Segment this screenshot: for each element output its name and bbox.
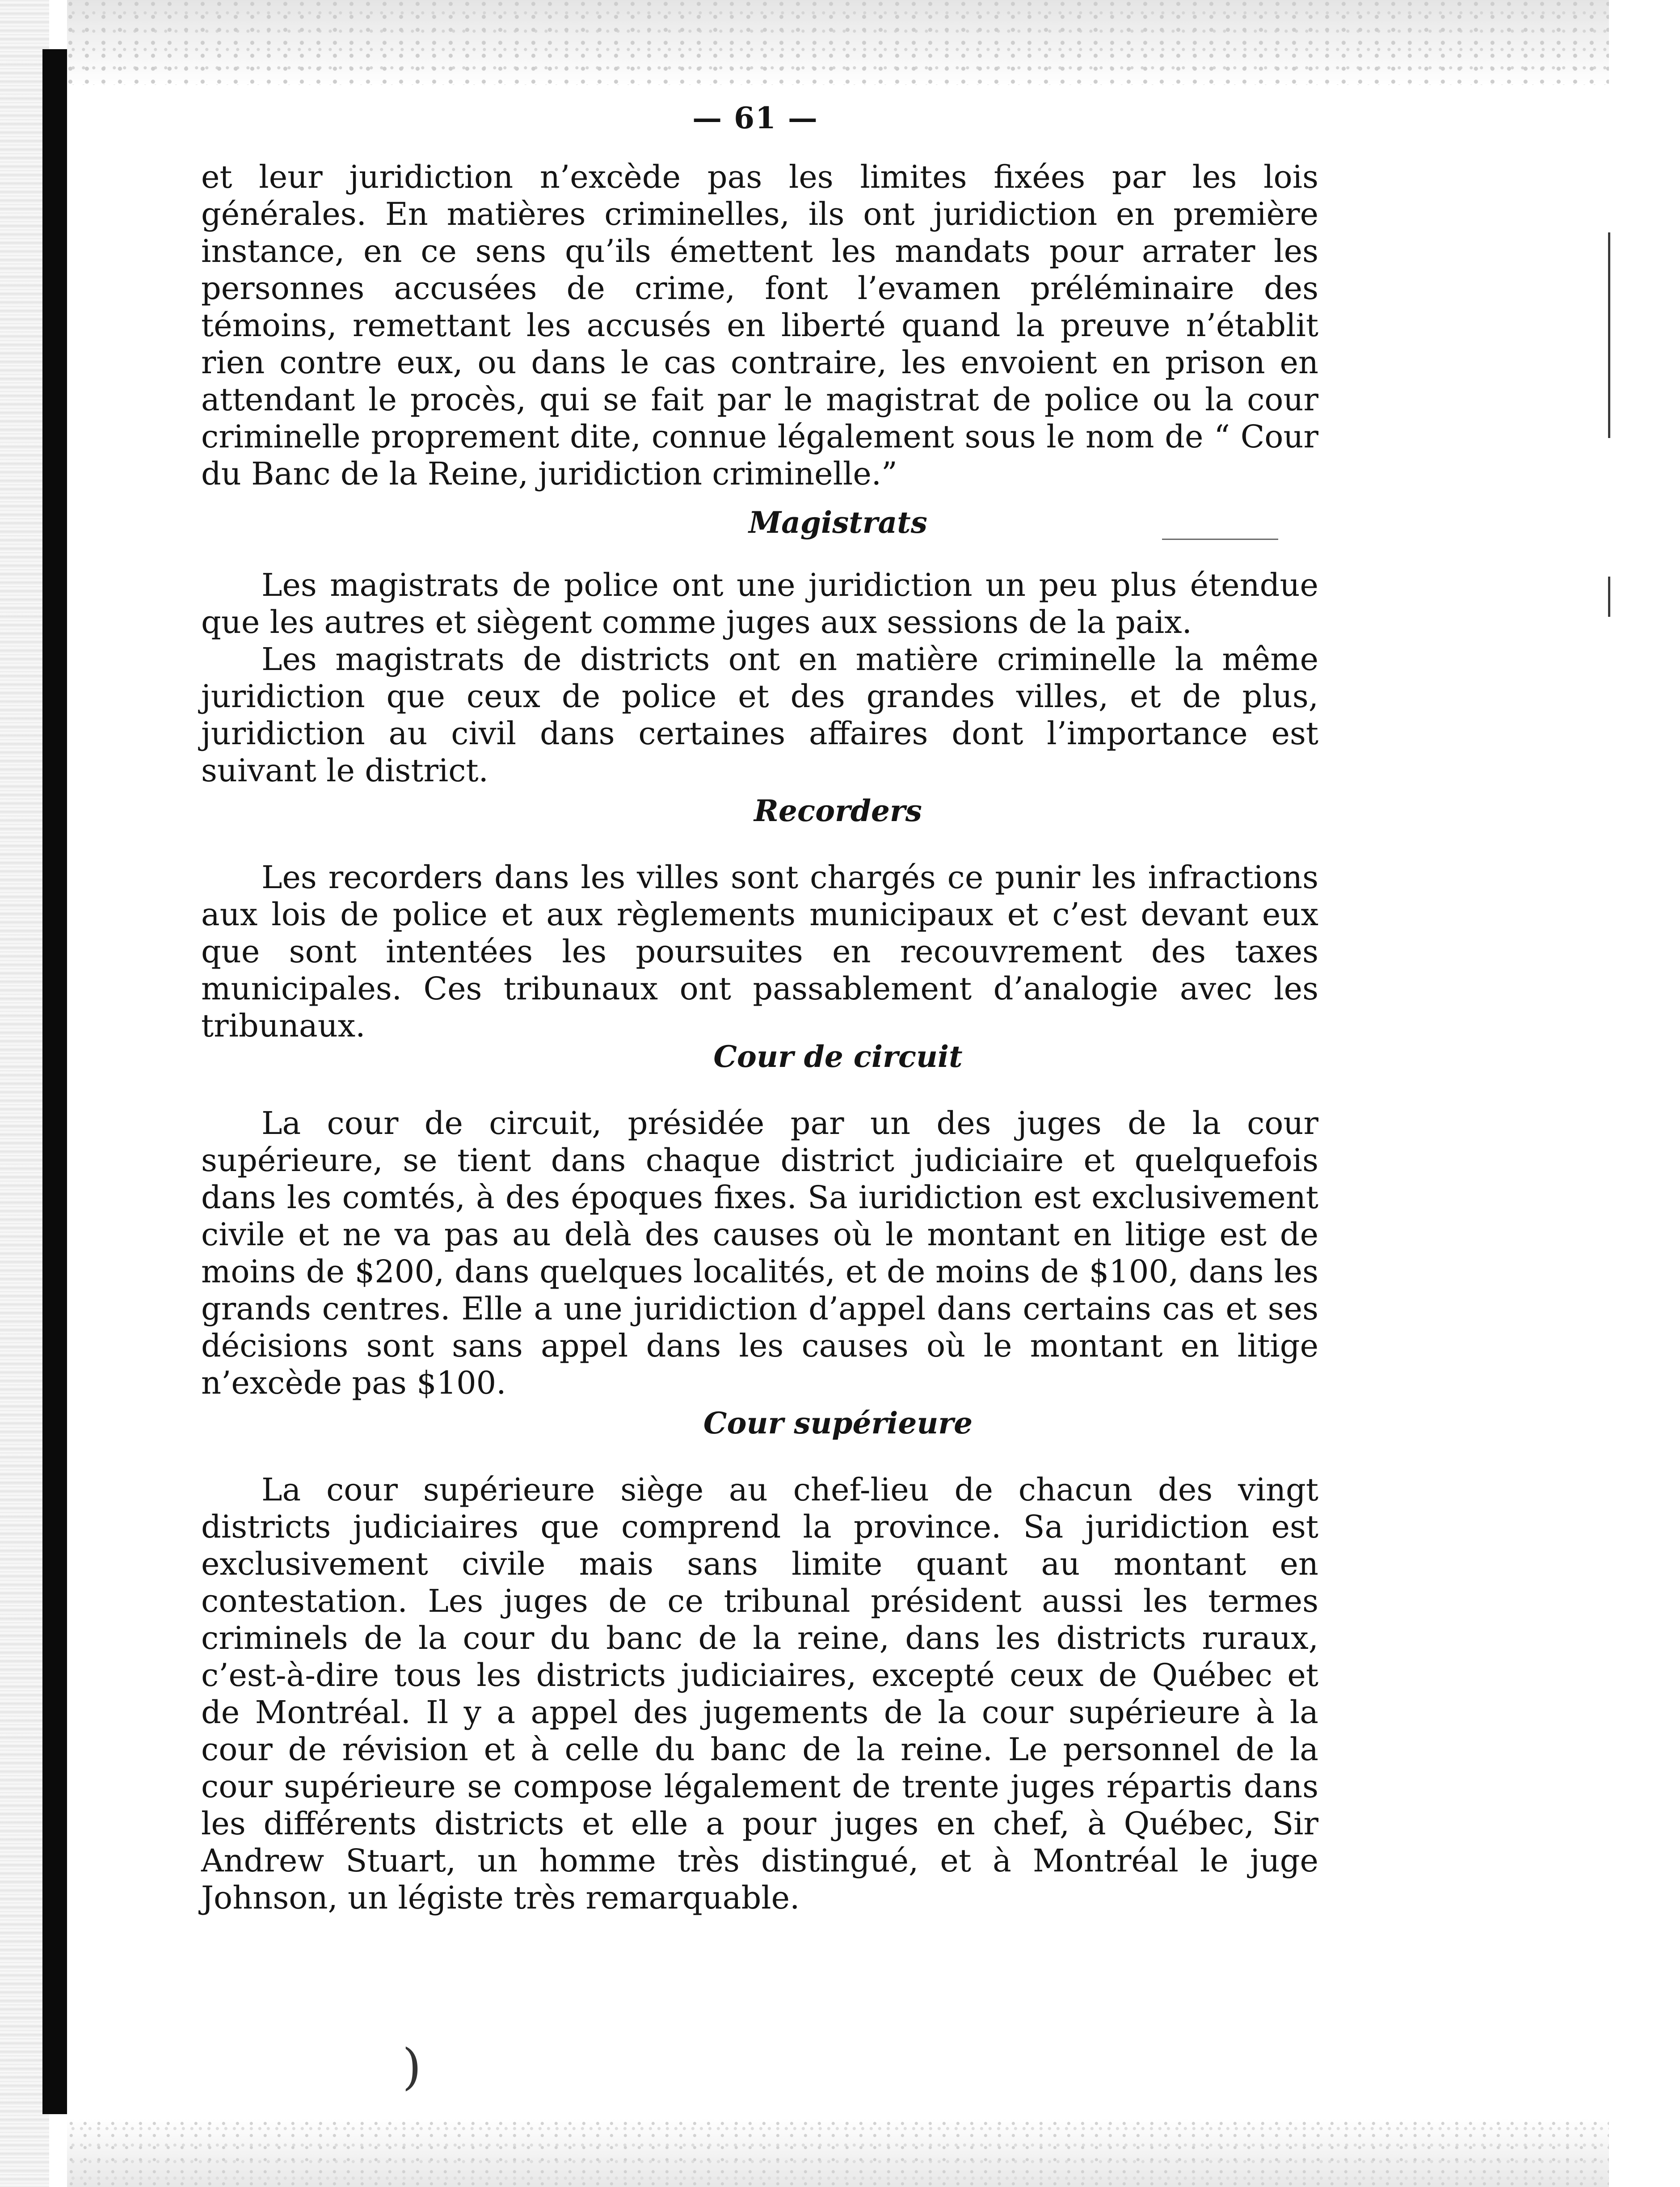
heading-recorders: Recorders	[754, 793, 922, 828]
binding-shadow	[0, 0, 49, 2187]
margin-tick	[1608, 577, 1610, 617]
stray-mark: )	[402, 2038, 421, 2095]
paragraph-4: Les recorders dans les villes sont chargés ce punir les infractions aux lois de police et aux règlements municipaux et c’est devant eux que sont intentées les poursuites en recouvrement des taxes municipales. Ces tribunaux ont passablement d’analogie avec les tribunaux.	[201, 859, 1318, 1044]
paragraph-3: Les magistrats de districts ont en matière criminelle la même juridiction que ceux de police et des grandes villes, et de plus, juridiction au civil dans certaines affaires dont l’importance est suivant le district.	[201, 641, 1318, 789]
paragraph-2: Les magistrats de police ont une juridiction un peu plus étendue que les autres et siègent comme juges aux sessions de la paix.	[201, 567, 1318, 641]
decorative-dash	[1162, 539, 1278, 540]
binding-edge	[42, 49, 67, 2114]
paragraph-5: La cour de circuit, présidée par un des juges de la cour supérieure, se tient dans chaque district judiciaire et quelquefois dans les comtés, à des époques fixes. Sa iuridiction est exclusivement civile et ne va pas au delà des causes où le montant en litige est de moins de $200, dans quelques localités, et de moins de $100, dans les grands centres. Elle a une juridiction d’appel dans certains cas et ses décisions sont sans appel dans les causes où le montant en litige n’excède pas $100.	[201, 1105, 1318, 1401]
heading-magistrats: Magistrats	[749, 505, 927, 540]
page-number: — 61 —	[692, 101, 818, 135]
paragraph-6: La cour supérieure siège au chef-lieu de chacun des vingt districts judiciaires que comprend la province. Sa juridiction est exclusivement civile mais sans limite quant au montant en contestation. Les juges de ce tribunal président aussi les termes criminels de la cour du banc de la reine, dans les districts ruraux, c’est-à-dire tous les districts judiciaires, excepté ceux de Québec et de Montréal. Il y a appel des jugements de la cour supérieure à la cour de révision et à celle du banc de la reine. Le personnel de la cour supérieure se compose légalement de trente juges répartis dans les différents districts et elle a pour juges en chef, à Québec, Sir Andrew Stuart, un homme très distingué, et à Montréal le juge Johnson, un légiste très remarquable.	[201, 1471, 1318, 1916]
paragraph-1: et leur juridiction n’excède pas les limites fixées par les lois générales. En matières criminelles, ils ont juridiction en première instance, en ce sens qu’ils émettent les mandats pour arrater les personnes accusées de crime, font l’evamen préléminaire des témoins, remettant les accusés en liberté quand la preuve n’établit rien contre eux, ou dans le cas contraire, les envoient en prison en attendant le procès, qui se fait par le magistrat de police ou la cour criminelle proprement dite, connue légalement sous le nom de “ Cour du Banc de la Reine, juridiction criminelle.”	[201, 159, 1318, 492]
bottom-scan-noise	[67, 2119, 1609, 2187]
heading-cour-superieure: Cour supérieure	[703, 1406, 973, 1441]
top-scan-noise	[67, 0, 1609, 85]
margin-rule	[1608, 232, 1610, 438]
heading-cour-de-circuit: Cour de circuit	[713, 1039, 963, 1074]
